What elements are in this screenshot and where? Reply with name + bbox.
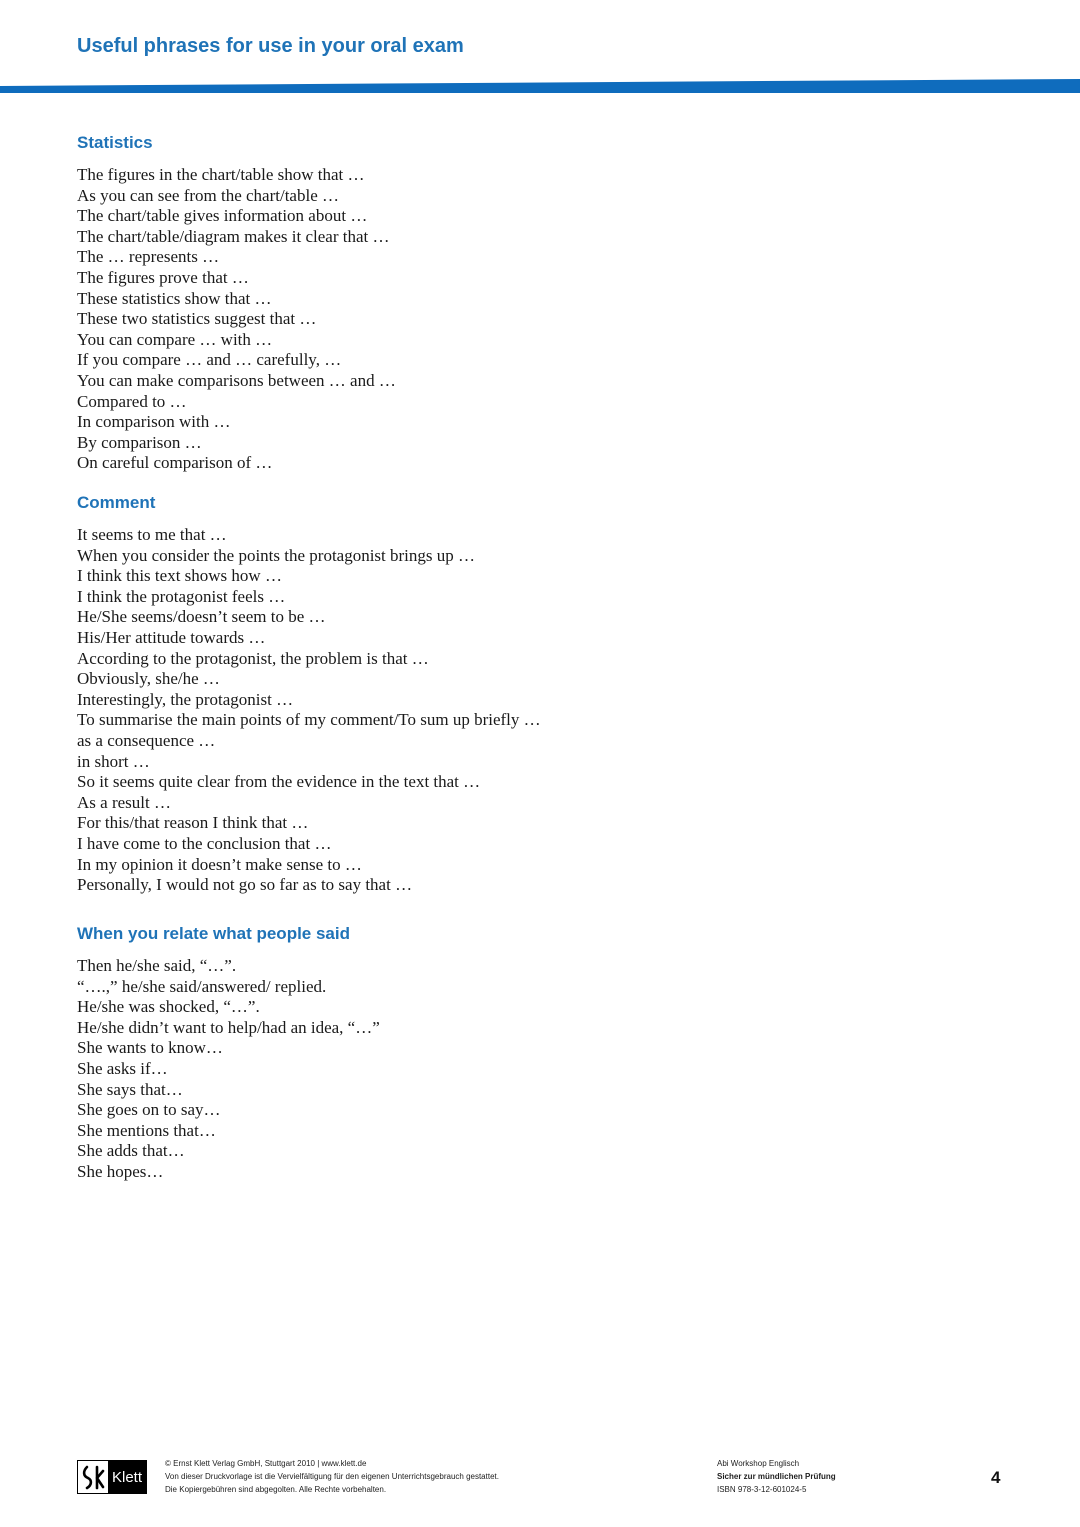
copyright-line: © Ernst Klett Verlag GmbH, Stuttgart 2010 | www.klett.de	[165, 1459, 367, 1468]
section-heading: When you relate what people said	[77, 924, 350, 943]
phrase-item: Personally, I would not go so far as to say that …	[77, 875, 413, 895]
phrase-item: as a consequence …	[77, 730, 216, 750]
section-heading: Comment	[77, 493, 156, 512]
phrase-item: These statistics show that …	[77, 288, 272, 308]
phrase-item: It seems to me that …	[77, 525, 227, 544]
phrase-item: The … represents …	[77, 247, 220, 267]
section-statistics	[77, 132, 396, 474]
phrase-item: As you can see from the chart/table …	[77, 185, 339, 205]
phrase-item: I think the protagonist feels …	[77, 586, 286, 606]
phrase-item: Interestingly, the protagonist …	[77, 689, 294, 709]
book-isbn: ISBN 978-3-12-601024-5	[717, 1485, 807, 1494]
phrase-item: She goes on to say…	[77, 1100, 221, 1120]
phrase-item: Then he/she said, “…”.	[77, 956, 237, 975]
phrase-item: You can make comparisons between … and …	[77, 370, 396, 390]
phrase-item: She adds that…	[77, 1141, 185, 1161]
klett-logo	[77, 1460, 147, 1494]
phrase-item: I have come to the conclusion that …	[77, 833, 332, 853]
phrase-item: If you compare … and … carefully, …	[77, 350, 342, 370]
phrase-item: The chart/table/diagram makes it clear that …	[77, 226, 390, 246]
phrase-item: In comparison with …	[77, 412, 231, 432]
phrase-item: She hopes…	[77, 1161, 164, 1181]
book-title: Sicher zur mündlichen Prüfung	[717, 1472, 836, 1481]
phrase-item: I think this text shows how …	[77, 566, 282, 586]
phrase-item: He/she was shocked, “…”.	[77, 997, 260, 1017]
phrase-item: These two statistics suggest that …	[77, 309, 317, 329]
phrase-list	[77, 165, 396, 474]
copyright-notice	[165, 1457, 499, 1496]
phrase-item: For this/that reason I think that …	[77, 813, 309, 833]
phrase-item: By comparison …	[77, 432, 202, 452]
section-heading: Statistics	[77, 133, 153, 152]
page-footer	[0, 1455, 1080, 1505]
klett-logo-icon	[78, 1461, 108, 1493]
phrase-item: He/she didn’t want to help/had an idea, “…”	[77, 1017, 380, 1037]
phrase-item: According to the protagonist, the problem is that …	[77, 648, 429, 668]
book-info	[717, 1457, 836, 1496]
phrase-item: She mentions that…	[77, 1120, 216, 1140]
page-number: 4	[991, 1468, 1001, 1487]
phrase-item: As a result …	[77, 792, 171, 812]
copyright-line: Von dieser Druckvorlage ist die Vervielfältigung für den eigenen Unterrichtsgebrauch gestattet.	[165, 1472, 499, 1481]
phrase-item: The figures prove that …	[77, 267, 249, 287]
phrase-item: Compared to …	[77, 391, 187, 411]
book-series: Abi Workshop Englisch	[717, 1459, 800, 1468]
section-relate-speech	[77, 923, 380, 1183]
phrase-item: On careful comparison of …	[77, 453, 273, 473]
phrase-item: When you consider the points the protagonist brings up …	[77, 545, 476, 565]
phrase-item: In my opinion it doesn’t make sense to …	[77, 854, 362, 874]
phrase-item: So it seems quite clear from the evidence in the text that …	[77, 772, 481, 792]
phrase-item: He/She seems/doesn’t seem to be …	[77, 607, 326, 627]
phrase-item: Obviously, she/he …	[77, 669, 220, 689]
phrase-list	[77, 525, 541, 896]
phrase-item: in short …	[77, 751, 150, 771]
phrase-item: You can compare … with …	[77, 329, 273, 349]
page-title: Useful phrases for use in your oral exam	[77, 35, 464, 57]
phrase-item: The figures in the chart/table show that …	[77, 165, 365, 184]
phrase-item: “….,” he/she said/answered/ replied.	[77, 976, 327, 996]
phrase-list	[77, 956, 380, 1183]
phrase-item: The chart/table gives information about …	[77, 206, 368, 226]
section-comment	[77, 492, 541, 896]
header-rule	[0, 79, 1080, 93]
copyright-line: Die Kopiergebühren sind abgegolten. Alle Rechte vorbehalten.	[165, 1485, 387, 1494]
klett-logo-text: Klett	[108, 1461, 146, 1493]
phrase-item: To summarise the main points of my comment/To sum up briefly …	[77, 710, 541, 730]
phrase-item: His/Her attitude towards …	[77, 627, 266, 647]
phrase-item: She asks if…	[77, 1058, 168, 1078]
phrase-item: She says that…	[77, 1079, 183, 1099]
phrase-item: She wants to know…	[77, 1038, 223, 1058]
